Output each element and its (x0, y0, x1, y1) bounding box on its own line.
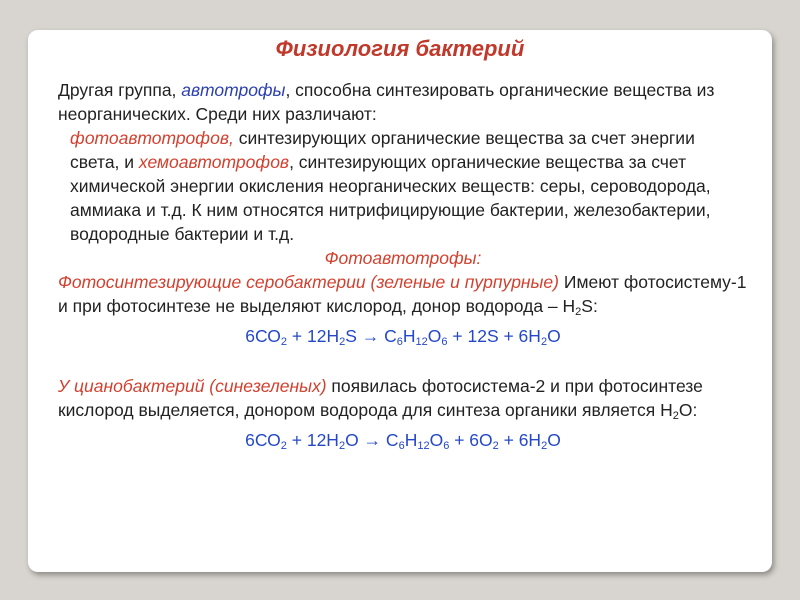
eq-part: + 12S + 6H (447, 326, 541, 346)
text: Другая группа, (58, 80, 182, 100)
eq-part: 6СО (245, 326, 281, 346)
term-sulfur-bacteria: Фотосинтезирующие серобактерии (зеленые и пурпурные) (58, 272, 559, 292)
eq-part: О (429, 430, 444, 450)
text: , синтезирующих органические вещества за счет химической энергии окисления неорганических веществ: серы, сероводорода, аммиака и т.д. К ним относятся нитрифицирующие бактерии, железобактерии, водородные бактерии и т.д. (70, 152, 711, 244)
slide-title: Физиология бактерий (275, 36, 525, 61)
term-autotrophs: автотрофы (181, 80, 286, 100)
text: S: (581, 296, 598, 316)
subscript: 2 (672, 410, 679, 422)
subscript: 12 (417, 440, 430, 452)
equation-water (58, 428, 748, 458)
paragraph-types (58, 126, 748, 246)
subscript: 2 (280, 336, 288, 348)
subscript: 6 (441, 336, 448, 348)
subscript: 2 (575, 306, 582, 318)
text: , способна синтезировать органические вещества из неорганических. Среди них различают: (58, 80, 715, 124)
text: появилась фотосистема-2 и при фотосинтезе кислород выделяется, донором водорода для синтеза органики является Н (58, 376, 703, 420)
subscript: 2 (492, 440, 499, 452)
equation-sulfur (58, 324, 748, 354)
eq-part: О → С (345, 430, 399, 450)
eq-part: S → С (345, 326, 397, 346)
term-photoautotrophs: фотоавтотрофов, (70, 128, 234, 148)
term-cyanobacteria: У цианобактерий (синезеленых) (58, 376, 327, 396)
eq-part: + 12Н (287, 326, 340, 346)
paragraph-autotrophs (58, 78, 748, 126)
eq-part: O (547, 326, 561, 346)
subscript: 6 (398, 440, 405, 452)
eq-part: О (547, 430, 561, 450)
paragraph-cyanobacteria (58, 374, 748, 428)
subscript: 2 (280, 440, 287, 452)
text: О: (678, 400, 698, 420)
slide (28, 30, 772, 572)
subscript: 12 (415, 336, 428, 348)
paragraph-sulfur-bacteria (58, 270, 748, 324)
eq-part: + 6Н (498, 430, 542, 450)
subscript: 2 (540, 336, 548, 348)
eq-part: Н (404, 430, 418, 450)
text: синтезирующих органические вещества за счет энергии света, и (70, 128, 695, 172)
eq-part: Н (402, 326, 416, 346)
subscript: 6 (396, 336, 403, 348)
eq-part: + 12Н (286, 430, 339, 450)
subscript: 2 (339, 336, 346, 348)
subscript: 2 (338, 440, 346, 452)
eq-part: 6СО (245, 430, 281, 450)
term-chemoautotrophs: хемоавтотрофов (138, 152, 290, 172)
eq-part: О (427, 326, 442, 346)
eq-part: + 6О (449, 430, 493, 450)
spacer (58, 354, 748, 374)
text: Имеют фотосистему-1 и при фотосинтезе не выделяют кислород, донор водорода – Н (58, 272, 747, 316)
subheading-photoautotrophs: Фотоавтотрофы: (324, 248, 482, 268)
subscript: 6 (443, 440, 450, 452)
subscript: 2 (541, 440, 548, 452)
slide-body (58, 78, 748, 458)
